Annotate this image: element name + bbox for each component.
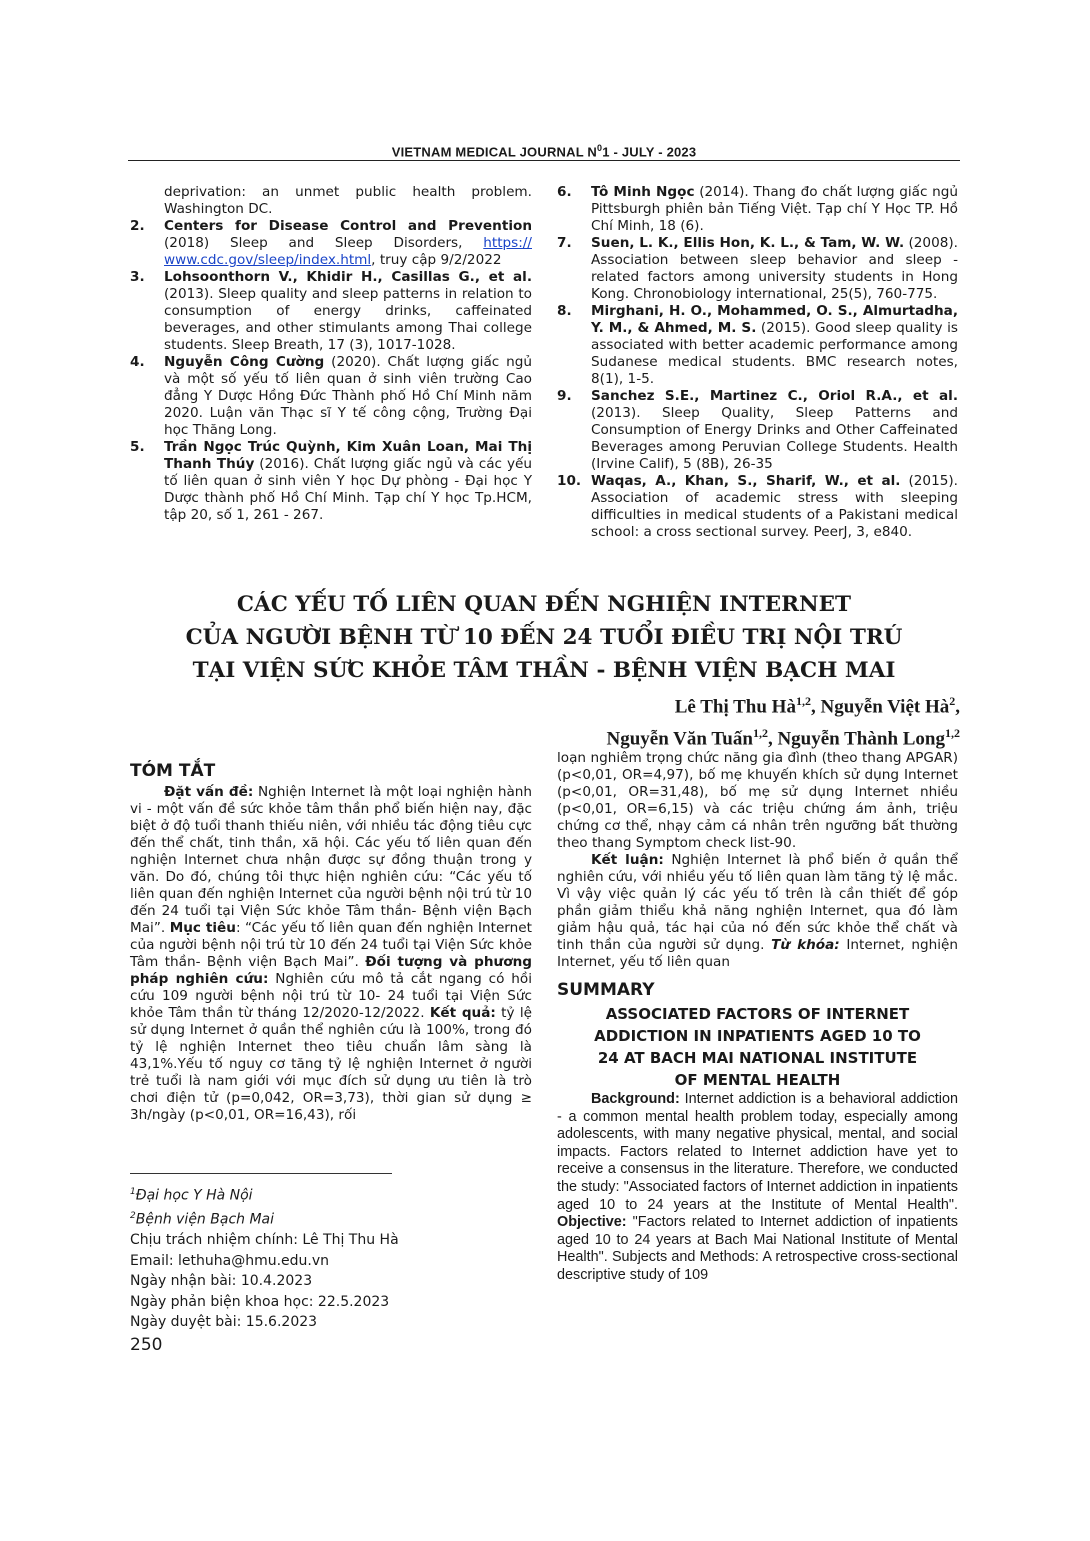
author-affiliation-sup: 2 xyxy=(949,694,956,708)
header-rule xyxy=(128,160,960,161)
reference-number: 7. xyxy=(557,235,572,251)
author-name: Lê Thị Thu Hà xyxy=(674,696,796,718)
reference-10: 10. Waqas, A., Khan, S., Sharif, W., et al. (2015). Association of academic stress with sleeping difficulties in medical students of a Pakistani medical school: a cross sectional survey. PeerJ, 3, e840. xyxy=(557,473,958,540)
reference-authors: Tô Minh Ngọc xyxy=(591,184,695,200)
reference-number: 3. xyxy=(130,269,145,285)
abstract-heading: TÓM TẮT xyxy=(130,761,216,781)
references-right-column xyxy=(557,184,958,541)
summary-objective-label: Objective: xyxy=(557,1214,627,1231)
keywords-label: Từ khóa: xyxy=(771,937,840,953)
journal-header xyxy=(128,143,960,159)
reference-6: 6. Tô Minh Ngọc (2014). Thang đo chất lượng giấc ngủ Pittsburgh phiên bản Tiếng Việt. Tạp chí Y Học TP. Hồ Chí Minh, 18 (6). xyxy=(557,184,959,234)
reference-authors: Sanchez S.E., Martinez C., Oriol R.A., et al. xyxy=(591,388,958,404)
summary-title xyxy=(557,1003,958,1091)
email: Email: lethuha@hmu.edu.vn xyxy=(130,1252,330,1269)
footnotes xyxy=(130,1182,532,1333)
author-affiliation-sup: 1,2 xyxy=(752,726,768,741)
reference-authors: Trần Ngọc Trúc Quỳnh, Kim Xuân Loan, Mai Thị Thanh Thúy xyxy=(164,439,532,472)
abstract-vietnamese xyxy=(130,760,532,1124)
affiliation-2: $^2$Bệnh viện Bạch Mai xyxy=(130,1211,275,1228)
summary-heading: SUMMARY xyxy=(557,980,655,1000)
reference-authors: Suen, L. K., Ellis Hon, K. L., & Tam, W. W. xyxy=(591,235,905,251)
reference-number: 8. xyxy=(557,303,572,319)
title-line-2: CỦA NGƯỜI BỆNH TỪ 10 ĐẾN 24 TUỔI ĐIỀU TRỊ NỘI TRÚ xyxy=(185,625,903,650)
reference-9: 9. Sanchez S.E., Martinez C., Oriol R.A., et al. (2013). Sleep Quality, Sleep Patterns and Consumption of Energy Drinks and Other Caffeinated Beverages among Peruvian College Students. Health (Irvine Calif), 5 (8B), 26-35 xyxy=(557,388,958,472)
reference-number: 5. xyxy=(130,439,145,455)
date-received: Ngày nhận bài: 10.4.2023 xyxy=(130,1273,313,1290)
abstract-right-column xyxy=(557,750,958,1285)
reference-authors: Mirghani, H. O., Mohammed, O. S., Almurtadha, Y. M., & Ahmed, M. S. xyxy=(591,303,958,336)
summary-paragraph: Background: Internet addiction is a behavioral addiction - a common mental health problem today, especially among adolescents, with many negative physical, mental, and social impacts. Factors related to Internet addiction have yet to receive a consensus in the literature. Therefore, we conducted the study: "Associated factors of Internet addiction in inpatients aged 10 to 24 years at the Institute of Mental Health". Objective: "Factors related to Internet addiction of inpatients aged 10 to 24 years at Bach Mai National Institute of Mental Health". Subjects and Methods: A retrospective cross-sectional descriptive study of 109 xyxy=(557,1091,958,1283)
journal-name: VIETNAM MEDICAL JOURNAL N xyxy=(391,144,598,160)
reference-7: 7. Suen, L. K., Ellis Hon, K. L., & Tam, W. W. (2008). Association between sleep behavior and sleep - related factors among university students in Hong Kong. Chronobiology international, 25(5), 760-775. xyxy=(557,235,958,302)
reference-authors: Nguyễn Công Cường xyxy=(164,354,325,370)
reference-authors: Waqas, A., Khan, S., Sharif, W., et al. xyxy=(591,473,901,489)
summary-title-line: OF MENTAL HEALTH xyxy=(674,1071,841,1089)
authors-line-1: Lê Thị Thu Hà$^{1,2}$, Nguyễn Việt $Hà^2$, xyxy=(674,694,960,718)
reference-8: 8. Mirghani, H. O., Mohammed, O. S., Almurtadha, Y. M., & Ahmed, M. S. (2015). Good sleep quality is associated with better academic performance among Sudanese medical students. BMC research notes, 8(1), 1-5. xyxy=(557,303,958,387)
reference-number: 2. xyxy=(130,218,145,234)
summary-background-label: Background: xyxy=(591,1091,680,1107)
reference-authors: Centers for Disease Control and Prevention xyxy=(164,218,532,234)
abstract-continuation: loạn nghiêm trọng chức năng gia đình (theo thang APGAR) (p<0,01, OR=4,97), bố mẹ khuyến khích sử dụng Internet (p<0,01, OR=31,48), bố mẹ sử dụng Internet nhiều (p<0,01, OR=6,15) và các triệu chứng ám ảnh, triệu chứng cơ thể, nhạy cảm cá nhân trên ngưỡng bất thường theo thang Symptom check list-90. xyxy=(557,750,958,851)
reference-3: 3. Lohsoonthorn V., Khidir H., Casillas G., et al. (2013). Sleep quality and sleep patterns in relation to consumption of energy drinks, caffeinated beverages, and other stimulants among Thai college students. Sleep Breath, 17 (3), 1017-1028. xyxy=(130,269,532,353)
footnote-rule xyxy=(130,1173,392,1174)
title-line-1: CÁC YẾU TỐ LIÊN QUAN ĐẾN NGHIỆN INTERNET xyxy=(236,592,852,617)
title-line-3: TẠI VIỆN SỨC KHỎE TÂM THẦN - BỆNH VIỆN BẠCH MAI xyxy=(192,658,896,683)
references-left-column xyxy=(130,184,532,524)
author-name: Nguyễn Văn Tuấn xyxy=(606,728,753,750)
author-name: Nguyễn Thành Long xyxy=(777,728,945,750)
reference-number: 9. xyxy=(557,388,572,404)
date-reviewed: Ngày phản biện khoa học: 22.5.2023 xyxy=(130,1293,390,1310)
background-label: Đặt vấn đề: xyxy=(164,784,254,800)
article-title xyxy=(128,588,960,687)
reference-authors: Lohsoonthorn V., Khidir H., Casillas G., et al. xyxy=(164,269,532,285)
reference-number: 4. xyxy=(130,354,145,370)
objective-label: Mục tiêu xyxy=(169,920,236,936)
author-name: Nguyễn Việt Hà xyxy=(820,696,950,718)
reference-1-continued: deprivation: an unmet public health problem. Washington DC. xyxy=(164,184,532,217)
corresponding-author: Chịu trách nhiệm chính: Lê Thị Thu Hà xyxy=(130,1232,399,1249)
reference-4: 4. Nguyễn Công Cường (2020). Chất lượng giấc ngủ và một số yếu tố liên quan ở sinh viên trường Cao đẳng Y Dược Hồng Đức Thành phố Hồ Chí Minh năm 2020. Luận văn Thạc sĩ Y tế công cộng, Trường Đại học Thăng Long. xyxy=(130,354,532,438)
methods-label: Đối tượng và phương pháp nghiên cứu: xyxy=(130,954,532,987)
page-number: 250 xyxy=(130,1335,163,1355)
summary-title-line: ADDICTION IN INPATIENTS AGED 10 TO xyxy=(594,1027,921,1045)
journal-issue-sup: 0 xyxy=(597,143,603,153)
reference-5: 5. Trần Ngọc Trúc Quỳnh, Kim Xuân Loan, Mai Thị Thanh Thúy (2016). Chất lượng giấc ngủ và các yếu tố liên quan ở sinh viên Y học Dự phòng - Đại học Y Dược thành phố Hồ Chí Minh. Tạp chí Y học Tp.HCM, tập 20, số 1, 261 - 267. xyxy=(130,439,532,523)
reference-2: 2. Centers for Disease Control and Prevention (2018) Sleep and Sleep Disorders, https:// www.cdc.gov/sleep/index.html, truy cập 9/2/2022 xyxy=(130,218,532,268)
author-affiliation-sup: 1,2 xyxy=(795,694,811,708)
abstract-paragraph: Đặt vấn đề: Nghiện Internet là một loại nghiện hành vi - một vấn đề sức khỏe tâm thần phổ biến hiện nay, đặc biệt ở độ tuổi thanh thiếu niên, với nhiều tác động tiêu cực đến thể chất, tinh thần, xã hội. Các yếu tố liên quan đến nghiện Internet chưa nhận được sự đồng thuận trong y văn. Do đó, chúng tôi thực hiện nghiên cứu: “Các yếu tố liên quan đến nghiện Internet của người bệnh nội trú từ 10 đến 24 tuổi tại Viện Sức khỏe Tâm thần- Bệnh viện Bạch Mai”. Mục tiêu: “Các yếu tố liên quan đến nghiện Internet của người bệnh nội trú từ 10 đến 24 tuổi tại Viện Sức khỏe Tâm thần- Bệnh viện Bạch Mai”. Đối tượng và phương pháp nghiên cứu: Nghiên cứu mô tả cắt ngang có hồi cứu 109 người bệnh nội trú từ 10- 24 tuổi tại Viện Sức khỏe Tâm thần từ tháng 12/2020-12/2022. Kết quả: tỷ lệ sử dụng Internet ở quần thể nghiên cứu là 100%, trong đó tỷ lệ nghiện Internet theo tiêu chuẩn lâm sàng là 43,1%.Yếu tố nguy cơ tăng tỷ lệ nghiện Internet ở người trẻ tuổi là nam giới với mục đích sử dụng ưu tiên là trò chơi điện tử (p=0,042, OR=3,73), thời gian sử dụng ≥ 3h/ngày (p<0,01, OR=16,43), rối xyxy=(130,784,532,1123)
results-label: Kết quả: xyxy=(429,1005,496,1021)
date-accepted: Ngày duyệt bài: 15.6.2023 xyxy=(130,1314,318,1331)
authors-line-2: Nguyễn Văn Tuấn$^{1,2}$, Nguyễn Thành Long$^{1,2}$ xyxy=(606,726,960,750)
reference-number: 10. xyxy=(557,473,582,489)
summary-title-line: ASSOCIATED FACTORS OF INTERNET xyxy=(605,1005,910,1023)
reference-link[interactable]: https:// www.cdc.gov/sleep/index.html xyxy=(164,235,532,268)
conclusion-label: Kết luận: xyxy=(591,852,664,868)
author-affiliation-sup: 1,2 xyxy=(945,726,960,741)
summary-title-line: 24 AT BACH MAI NATIONAL INSTITUTE xyxy=(597,1049,918,1067)
reference-number: 6. xyxy=(557,184,572,200)
conclusion-paragraph: Kết luận: Nghiện Internet là phổ biến ở quần thể nghiên cứu, với nhiều yếu tố liên quan làm tăng tỷ lệ mắc. Vì vậy việc quản lý các yếu tố trên là cần thiết để góp phần giảm thiểu khả năng nghiện Internet, qua đó làm giảm hậu quả, tác hại của nó đến sức khỏe thể chất và tinh thần của người sử dụng. Từ khóa: Internet, nghiện Internet, yếu tố liên quan xyxy=(557,852,958,970)
author-list xyxy=(500,688,960,753)
affiliation-1: $^1$Đại học Y Hà Nội xyxy=(130,1187,253,1204)
journal-issue: 1 - JULY - 2023 xyxy=(602,144,697,160)
keywords: Internet, nghiện Internet, yếu tố liên quan xyxy=(557,937,958,970)
